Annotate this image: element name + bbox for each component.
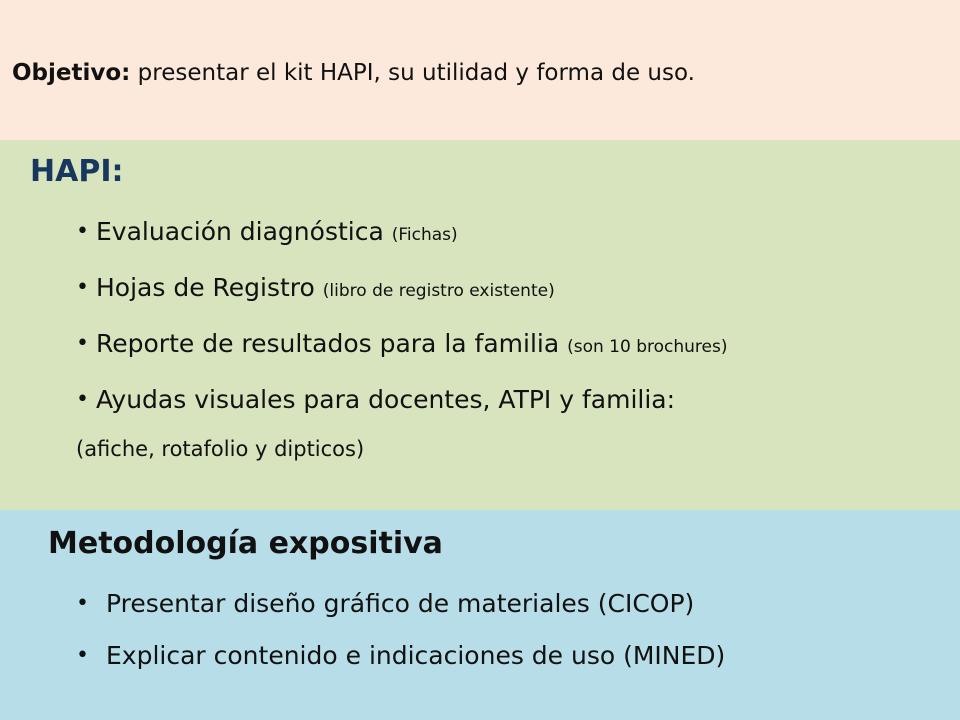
list-item-text: Reporte de resultados para la familia <box>96 329 568 358</box>
bullet-icon: • <box>76 331 89 356</box>
methodology-list <box>76 582 725 686</box>
hapi-extra-note: (afiche, rotafolio y dipticos) <box>76 437 365 461</box>
objective-label: Objetivo: <box>12 60 131 86</box>
list-item <box>76 268 727 324</box>
list-item-note: (Fichas) <box>391 225 458 245</box>
list-item <box>76 212 727 268</box>
bullet-icon: • <box>76 387 89 412</box>
hapi-list <box>76 212 727 436</box>
list-item <box>76 324 727 380</box>
methodology-title: Metodología expositiva <box>48 526 443 561</box>
list-item <box>76 380 727 436</box>
bullet-icon: • <box>76 591 89 616</box>
list-item <box>76 634 725 686</box>
objective-line <box>12 58 695 88</box>
list-item-note: (libro de registro existente) <box>322 281 555 301</box>
bullet-icon: • <box>76 219 89 244</box>
list-item-text: Presentar diseño gráfico de materiales (CICOP) <box>106 589 695 618</box>
list-item-text: Ayudas visuales para docentes, ATPI y familia: <box>96 385 676 414</box>
list-item-text: Evaluación diagnóstica <box>96 217 392 246</box>
list-item-note: (son 10 brochures) <box>567 337 728 357</box>
list-item-text: Explicar contenido e indicaciones de uso (MINED) <box>106 641 726 670</box>
bullet-icon: • <box>76 643 89 668</box>
list-item-text: Hojas de Registro <box>96 273 323 302</box>
bullet-icon: • <box>76 275 89 300</box>
hapi-title: HAPI: <box>30 154 124 189</box>
objective-text: presentar el kit HAPI, su utilidad y forma de uso. <box>130 60 695 86</box>
list-item <box>76 582 725 634</box>
